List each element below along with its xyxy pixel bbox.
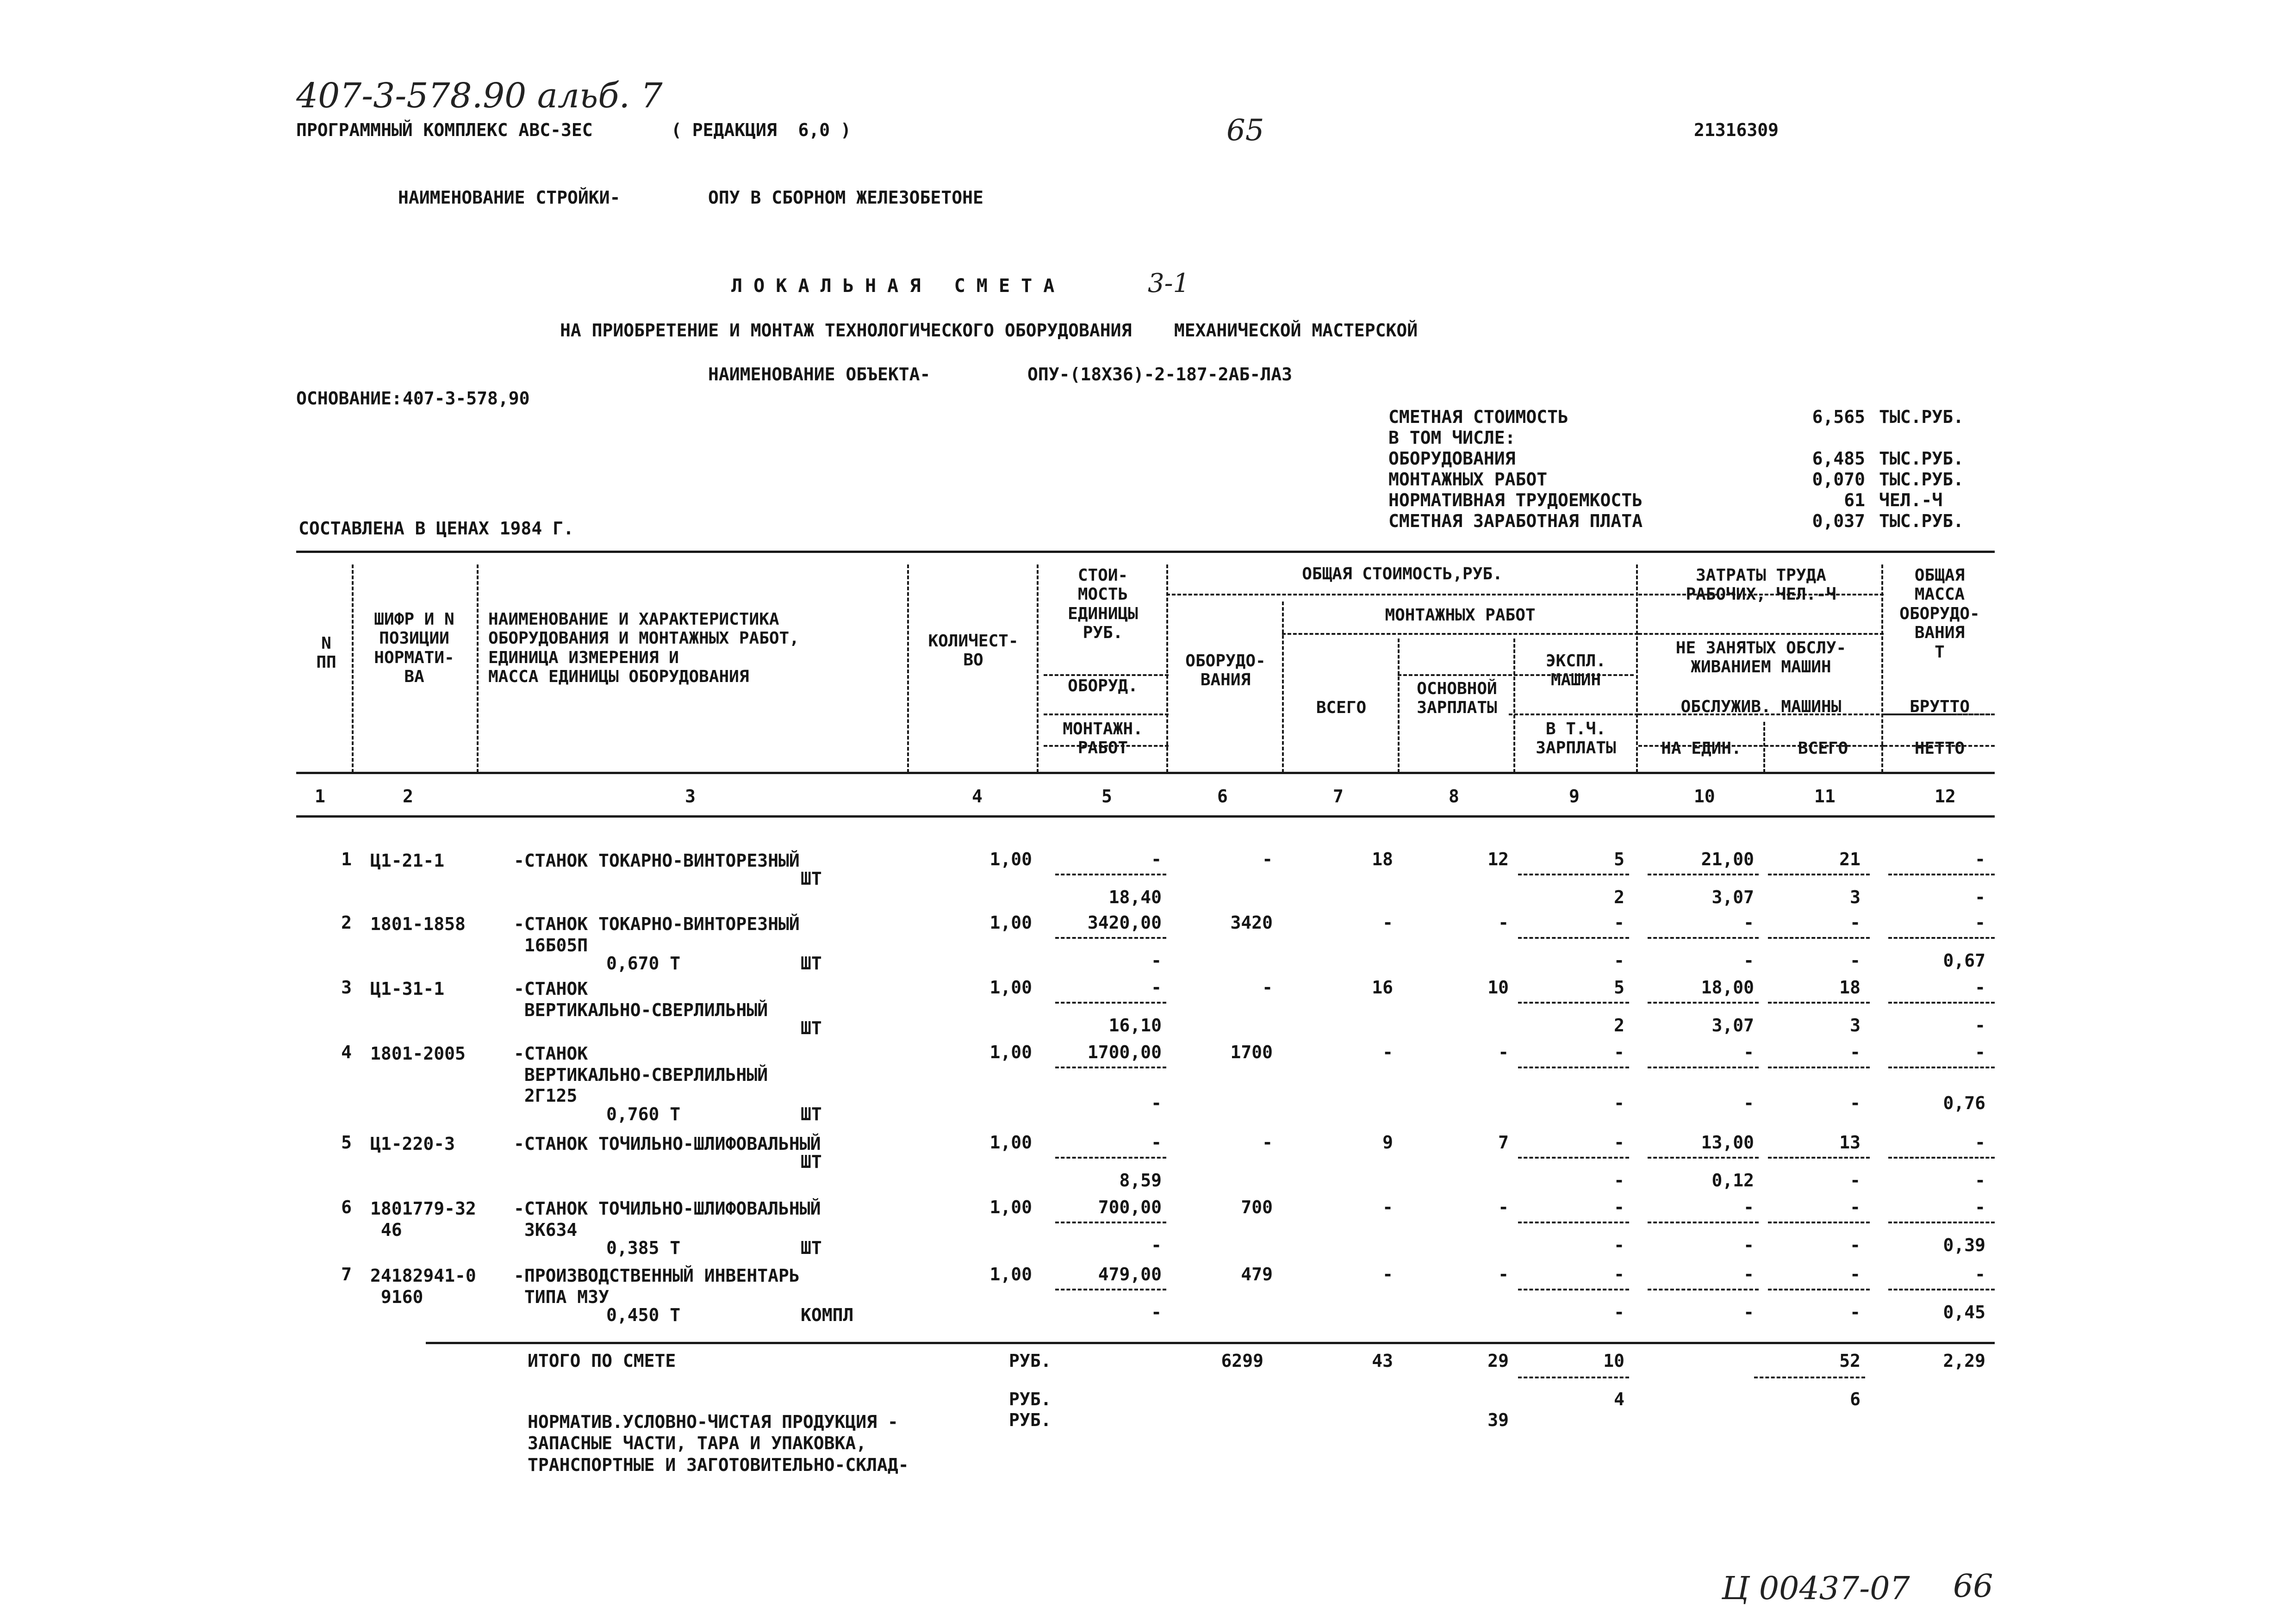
row-sub-rule [1518, 1157, 1629, 1159]
row-labor-per-unit: - [1743, 1264, 1754, 1284]
row-sub-rule [1768, 1289, 1870, 1290]
row-sub-rule [1888, 874, 1995, 875]
row-name: -СТАНОК ТОЧИЛЬНО-ШЛИФОВАЛЬНЫЙ 3К634 [514, 1198, 821, 1240]
header-col-qty: КОЛИЧЕСТ- ВО [928, 632, 1019, 670]
summary-value: 0,037 [1812, 511, 1865, 531]
totals-install-total: 43 [1372, 1351, 1393, 1371]
row-install-total: - [1382, 1197, 1393, 1217]
row-mass: 0,670 Т [606, 953, 681, 974]
summary-value: 6,485 [1812, 448, 1865, 469]
row-labor-per-unit: 18,00 [1701, 977, 1754, 998]
row-mass-gross: - [1975, 1264, 1985, 1284]
row-number: 1 [341, 849, 352, 869]
handwritten-archive-page: 66 [1953, 1568, 1993, 1605]
column-number: 2 [403, 786, 413, 806]
handwritten-archive-number: Ц 00437-07 [1722, 1570, 1910, 1607]
row-machine-labor-per-unit: - [1743, 1302, 1754, 1322]
row-mass-gross: - [1975, 1132, 1985, 1153]
col-divider [1513, 639, 1515, 773]
header-total-cost: ОБЩАЯ СТОИМОСТЬ,РУБ. [1302, 564, 1503, 583]
row-machine-labor-total: - [1850, 1093, 1860, 1113]
handwritten-project-code: 407-3-578.90 альб. 7 [296, 76, 663, 116]
totals-labor-total: 52 [1839, 1351, 1860, 1371]
row-machine-labor-per-unit: 3,07 [1711, 1015, 1754, 1036]
header-col-name: НАИМЕНОВАНИЕ И ХАРАКТЕРИСТИКА ОБОРУДОВАНИЯ И МОНТАЖНЫХ РАБОТ, ЕДИНИЦА ИЗМЕРЕНИЯ И МАССА ЕДИНИЦЫ ОБОРУДОВАНИЯ [488, 610, 799, 687]
row-mass-net: 0,39 [1943, 1235, 1985, 1255]
row-number: 4 [341, 1042, 352, 1062]
object-value: ОПУ-(18Х36)-2-187-2АБ-ЛАЗ [1027, 364, 1292, 385]
header-rule-total-cost [1166, 594, 1634, 595]
col-divider [1282, 602, 1284, 773]
handwritten-page-number: 65 [1226, 113, 1264, 148]
estimate-subtitle: НА ПРИОБРЕТЕНИЕ И МОНТАЖ ТЕХНОЛОГИЧЕСКОГО ОБОРУДОВАНИЯ МЕХАНИЧЕСКОЙ МАСТЕРСКОЙ [560, 320, 1418, 341]
totals-unit: РУБ. [1009, 1351, 1052, 1371]
prices-note: СОСТАВЛЕНА В ЦЕНАХ 1984 Г. [299, 518, 574, 539]
header-rule-unitcost-2 [1044, 713, 1169, 715]
column-number: 12 [1935, 786, 1956, 806]
row-labor-per-unit: 21,00 [1701, 849, 1754, 869]
row-mass-gross: - [1975, 1042, 1985, 1062]
estimate-title: Л О К А Л Ь Н А Я С М Е Т А [731, 275, 1055, 297]
header-labor-machines: ОБСЛУЖИВ. МАШИНЫ [1680, 697, 1842, 716]
row-sub-rule [1768, 1002, 1870, 1004]
col-divider [477, 564, 479, 773]
row-sub-rule [1055, 1222, 1166, 1223]
row-name: -СТАНОК ТОКАРНО-ВИНТОРЕЗНЫЙ [514, 850, 800, 871]
row-machine-labor-per-unit: 0,12 [1711, 1170, 1754, 1191]
row-sub-rule [1768, 937, 1870, 939]
row-number: 5 [341, 1132, 352, 1153]
row-machines: - [1614, 1197, 1624, 1217]
header-col-unit-equip: ОБОРУД. [1068, 676, 1138, 695]
row-code: Ц1-220-3 [370, 1134, 455, 1154]
row-quantity: 1,00 [989, 1264, 1032, 1284]
row-machine-labor-total: 3 [1850, 887, 1860, 907]
construction-value: ОПУ В СБОРНОМ ЖЕЛЕЗОБЕТОНЕ [708, 187, 983, 208]
row-unit-cost-install: 16,10 [1108, 1015, 1162, 1036]
column-number: 7 [1333, 786, 1344, 806]
summary-unit: ТЫС.РУБ. [1879, 511, 1964, 531]
summary-unit: ТЫС.РУБ. [1879, 407, 1964, 427]
column-number: 8 [1449, 786, 1459, 806]
summary-label: СМЕТНАЯ СТОИМОСТЬ [1388, 407, 1568, 427]
header-rule-labor-2 [1638, 633, 1884, 635]
row-machines: - [1614, 1264, 1624, 1284]
column-number: 9 [1569, 786, 1580, 806]
row-mass-gross: - [1975, 1197, 1985, 1217]
header-labor-not-machines: НЕ ЗАНЯТЫХ ОБСЛУ- ЖИВАНИЕМ МАШИН [1675, 639, 1847, 677]
row-sub-rule [1888, 937, 1995, 939]
row-labor-total: - [1850, 912, 1860, 933]
column-number: 1 [315, 786, 325, 806]
col-divider [1398, 639, 1400, 773]
row-quantity: 1,00 [989, 1042, 1032, 1062]
row-sub-rule [1055, 874, 1166, 875]
row-name: -СТАНОК ТОКАРНО-ВИНТОРЕЗНЫЙ 16Б05П [514, 914, 800, 955]
row-machine-labor-per-unit: - [1743, 1093, 1754, 1113]
row-machine-wage: 2 [1614, 1015, 1624, 1036]
col-divider [1763, 722, 1765, 773]
row-sub-rule [1518, 1067, 1629, 1068]
header-col-equipment: ОБОРУДО- ВАНИЯ [1185, 651, 1266, 690]
row-sub-rule [1055, 937, 1166, 939]
row-unit: ШТ [801, 1018, 822, 1038]
handwritten-sheet-number: 3-1 [1148, 268, 1190, 298]
row-unit: ШТ [801, 1238, 822, 1258]
header-col-mass: ОБЩАЯ МАССА ОБОРУДО- ВАНИЯ Т [1899, 566, 1980, 662]
basis-value: 407-3-578,90 [403, 388, 530, 409]
row-equipment-cost: - [1262, 1132, 1273, 1153]
row-sub-rule [1768, 874, 1870, 875]
row-unit-cost-install: - [1151, 1093, 1162, 1113]
row-unit: ШТ [801, 1152, 822, 1172]
row-unit: ШТ [801, 1104, 822, 1124]
summary-label: В ТОМ ЧИСЛЕ: [1388, 428, 1516, 448]
row-unit: ШТ [801, 868, 822, 889]
row-equipment-cost: - [1262, 977, 1273, 998]
row-sub-rule [1888, 1222, 1995, 1223]
row-number: 6 [341, 1197, 352, 1217]
row-mass: 0,385 Т [606, 1238, 681, 1258]
row-basic-wage: 12 [1487, 849, 1509, 869]
summary-label: ОБОРУДОВАНИЯ [1388, 448, 1516, 469]
totals-label: ИТОГО ПО СМЕТЕ [528, 1351, 676, 1371]
row-equipment-cost: 3420 [1230, 912, 1273, 933]
header-col-total: ВСЕГО [1316, 698, 1367, 717]
row-machine-labor-per-unit: - [1743, 1235, 1754, 1255]
col-number-rule [296, 815, 1995, 818]
row-mass-net: 0,67 [1943, 950, 1985, 971]
row-name: -СТАНОК ВЕРТИКАЛЬНО-СВЕРЛИЛЬНЫЙ [514, 979, 768, 1020]
row-labor-per-unit: - [1743, 1042, 1754, 1062]
row-mass: 0,760 Т [606, 1104, 681, 1124]
totals-unit-2: РУБ. [1009, 1389, 1052, 1409]
header-col-code: ШИФР И N ПОЗИЦИИ НОРМАТИ- ВА [374, 610, 454, 687]
basis-label: ОСНОВАНИЕ: [296, 388, 402, 409]
row-unit-cost-install: 8,59 [1119, 1170, 1162, 1191]
row-machine-labor-total: - [1850, 950, 1860, 971]
row-basic-wage: 10 [1487, 977, 1509, 998]
header-col-labor-total: ВСЕГО [1798, 739, 1848, 758]
row-unit-cost-install: - [1151, 950, 1162, 971]
summary-label: НОРМАТИВНАЯ ТРУДОЕМКОСТЬ [1388, 490, 1643, 510]
row-unit: ШТ [801, 953, 822, 974]
totals-sub-rule [1518, 1377, 1629, 1378]
row-sub-rule [1518, 1002, 1629, 1004]
row-sub-rule [1888, 1002, 1995, 1004]
row-sub-rule [1055, 1157, 1166, 1159]
row-machines: - [1614, 1042, 1624, 1062]
totals-machine-wage: 4 [1614, 1389, 1624, 1409]
row-sub-rule [1648, 874, 1759, 875]
row-name: -СТАНОК ВЕРТИКАЛЬНО-СВЕРЛИЛЬНЫЙ 2Г125 [514, 1043, 768, 1106]
column-number: 3 [685, 786, 696, 806]
row-machine-wage: - [1614, 950, 1624, 971]
summary-unit: ЧЕЛ.-Ч [1879, 490, 1943, 510]
program-edition: ( РЕДАКЦИЯ 6,0 ) [671, 120, 851, 140]
row-equipment-cost: 479 [1241, 1264, 1273, 1284]
totals-equipment: 6299 [1221, 1351, 1263, 1371]
row-code: 1801-2005 [370, 1043, 466, 1064]
row-sub-rule [1518, 874, 1629, 875]
totals-basic-wage: 29 [1487, 1351, 1509, 1371]
row-sub-rule [1055, 1002, 1166, 1004]
totals-mass: 2,29 [1943, 1351, 1985, 1371]
header-col-unit-cost: СТОИ- МОСТЬ ЕДИНИЦЫ РУБ. [1068, 566, 1138, 643]
row-mass-gross: - [1975, 912, 1985, 933]
row-equipment-cost: 1700 [1230, 1042, 1273, 1062]
construction-label: НАИМЕНОВАНИЕ СТРОЙКИ- [398, 187, 621, 208]
row-mass: 0,450 Т [606, 1305, 681, 1325]
row-machine-wage: - [1614, 1170, 1624, 1191]
row-machine-labor-total: - [1850, 1302, 1860, 1322]
header-col-net: НЕТТО [1914, 739, 1965, 758]
row-labor-total: 13 [1839, 1132, 1860, 1153]
row-unit-cost-install: - [1151, 1302, 1162, 1322]
summary-unit: ТЫС.РУБ. [1879, 448, 1964, 469]
normative-basic-wage: 39 [1487, 1410, 1509, 1430]
col-divider [1636, 564, 1638, 773]
row-install-total: 16 [1372, 977, 1393, 998]
row-basic-wage: - [1498, 1042, 1509, 1062]
col-divider [1037, 564, 1039, 773]
table-top-rule [296, 551, 1995, 553]
header-col-basic-wage: ОСНОВНОЙ ЗАРПЛАТЫ [1417, 679, 1497, 718]
row-machines: - [1614, 912, 1624, 933]
row-number: 3 [341, 977, 352, 998]
column-number: 5 [1101, 786, 1112, 806]
row-name: -ПРОИЗВОДСТВЕННЫЙ ИНВЕНТАРЬ ТИПА МЗУ [514, 1265, 800, 1307]
row-sub-rule [1055, 1067, 1166, 1068]
row-machine-wage: - [1614, 1093, 1624, 1113]
row-machine-wage: 2 [1614, 887, 1624, 907]
row-mass-net: 0,76 [1943, 1093, 1985, 1113]
row-labor-total: - [1850, 1197, 1860, 1217]
header-labor: ЗАТРАТЫ ТРУДА РАБОЧИХ, ЧЕЛ.-Ч [1686, 566, 1836, 604]
col-divider [352, 564, 354, 773]
row-unit-cost-install: 18,40 [1108, 887, 1162, 907]
row-sub-rule [1648, 1289, 1759, 1290]
row-equipment-cost: - [1262, 849, 1273, 869]
row-install-total: 9 [1382, 1132, 1393, 1153]
row-basic-wage: - [1498, 1264, 1509, 1284]
row-sub-rule [1648, 1157, 1759, 1159]
row-machine-labor-total: - [1850, 1235, 1860, 1255]
normative-label: НОРМАТИВ.УСЛОВНО-ЧИСТАЯ ПРОДУКЦИЯ - ЗАПАСНЫЕ ЧАСТИ, ТАРА И УПАКОВКА, ТРАНСПОРТНЫЕ И ЗАГОТОВИТЕЛЬНО-СКЛАД- [528, 1412, 909, 1475]
row-machine-labor-total: 3 [1850, 1015, 1860, 1036]
totals-machines: 10 [1603, 1351, 1624, 1371]
program-name: ПРОГРАММНЫЙ КОМПЛЕКС АВС-3ЕС [296, 120, 593, 140]
row-unit-cost-equipment: - [1151, 1132, 1162, 1153]
column-number: 10 [1694, 786, 1715, 806]
header-col-gross: БРУТТО [1909, 697, 1970, 716]
column-number: 6 [1217, 786, 1228, 806]
row-quantity: 1,00 [989, 849, 1032, 869]
row-sub-rule [1768, 1157, 1870, 1159]
row-sub-rule [1518, 1222, 1629, 1223]
normative-unit: РУБ. [1009, 1410, 1052, 1430]
header-col-unit-install: МОНТАЖН. РАБОТ [1063, 720, 1143, 758]
row-number: 2 [341, 912, 352, 933]
row-unit-cost-equipment: 479,00 [1098, 1264, 1162, 1284]
col-divider [1881, 564, 1883, 773]
row-unit-cost-equipment: 700,00 [1098, 1197, 1162, 1217]
header-bottom-rule [296, 772, 1995, 774]
row-sub-rule [1888, 1067, 1995, 1068]
row-install-total: - [1382, 1042, 1393, 1062]
row-basic-wage: - [1498, 1197, 1509, 1217]
row-machine-labor-per-unit: - [1743, 950, 1754, 971]
summary-unit: ТЫС.РУБ. [1879, 469, 1964, 490]
row-mass-gross: - [1975, 849, 1985, 869]
totals-sub-rule-2 [1754, 1377, 1865, 1378]
row-sub-rule [1055, 1289, 1166, 1290]
object-label: НАИМЕНОВАНИЕ ОБЪЕКТА- [708, 364, 931, 385]
row-machines: 5 [1614, 977, 1624, 998]
header-col-machine-wage: В Т.Ч. ЗАРПЛАТЫ [1536, 720, 1616, 758]
header-col-machines: ЭКСПЛ. МАШИН [1545, 651, 1606, 690]
row-quantity: 1,00 [989, 1132, 1032, 1153]
row-unit-cost-equipment: - [1151, 849, 1162, 869]
row-mass-net: 0,45 [1943, 1302, 1985, 1322]
row-mass-gross: - [1975, 977, 1985, 998]
row-machine-wage: - [1614, 1235, 1624, 1255]
row-unit-cost-equipment: 1700,00 [1087, 1042, 1162, 1062]
row-unit-cost-equipment: 3420,00 [1087, 912, 1162, 933]
row-code: 1801779-32 46 [370, 1198, 476, 1240]
row-labor-total: 18 [1839, 977, 1860, 998]
row-sub-rule [1648, 1002, 1759, 1004]
row-mass-net: - [1975, 1015, 1985, 1036]
row-install-total: 18 [1372, 849, 1393, 869]
row-code: Ц1-21-1 [370, 850, 445, 871]
header-install-works: МОНТАЖНЫХ РАБОТ [1385, 606, 1536, 625]
row-basic-wage: - [1498, 912, 1509, 933]
row-quantity: 1,00 [989, 1197, 1032, 1217]
row-quantity: 1,00 [989, 912, 1032, 933]
row-unit-cost-install: - [1151, 1235, 1162, 1255]
row-machine-labor-per-unit: 3,07 [1711, 887, 1754, 907]
row-mass-net: - [1975, 1170, 1985, 1191]
summary-value: 0,070 [1812, 469, 1865, 490]
header-col-n: N ПП [316, 634, 336, 672]
totals-rule [426, 1342, 1995, 1344]
row-code: Ц1-31-1 [370, 979, 445, 999]
summary-label: МОНТАЖНЫХ РАБОТ [1388, 469, 1548, 490]
row-install-total: - [1382, 1264, 1393, 1284]
header-rule-unitcost [1044, 674, 1169, 676]
header-col-per-unit: НА ЕДИН. [1661, 739, 1742, 758]
row-sub-rule [1768, 1222, 1870, 1223]
row-labor-per-unit: - [1743, 912, 1754, 933]
row-sub-rule [1648, 937, 1759, 939]
row-labor-per-unit: 13,00 [1701, 1132, 1754, 1153]
col-divider [1166, 564, 1168, 773]
row-sub-rule [1648, 1222, 1759, 1223]
row-sub-rule [1768, 1067, 1870, 1068]
summary-value: 61 [1844, 490, 1865, 510]
row-quantity: 1,00 [989, 977, 1032, 998]
row-sub-rule [1888, 1157, 1995, 1159]
row-machines: - [1614, 1132, 1624, 1153]
row-sub-rule [1648, 1067, 1759, 1068]
column-number: 4 [972, 786, 983, 806]
row-mass-net: - [1975, 887, 1985, 907]
row-machine-wage: - [1614, 1302, 1624, 1322]
row-unit-cost-equipment: - [1151, 977, 1162, 998]
row-equipment-cost: 700 [1241, 1197, 1273, 1217]
summary-value: 6,565 [1812, 407, 1865, 427]
document-id: 21316309 [1694, 120, 1779, 140]
col-divider [907, 564, 909, 773]
row-labor-total: - [1850, 1042, 1860, 1062]
row-install-total: - [1382, 912, 1393, 933]
summary-label: СМЕТНАЯ ЗАРАБОТНАЯ ПЛАТА [1388, 511, 1643, 531]
row-labor-total: - [1850, 1264, 1860, 1284]
row-labor-per-unit: - [1743, 1197, 1754, 1217]
row-code: 24182941-0 9160 [370, 1265, 476, 1307]
row-name: -СТАНОК ТОЧИЛЬНО-ШЛИФОВАЛЬНЫЙ [514, 1134, 821, 1154]
row-sub-rule [1518, 937, 1629, 939]
row-basic-wage: 7 [1498, 1132, 1509, 1153]
row-sub-rule [1888, 1289, 1995, 1290]
row-machines: 5 [1614, 849, 1624, 869]
header-rule-install [1282, 633, 1638, 635]
header-rule-mach [1509, 713, 1638, 715]
row-machine-labor-total: - [1850, 1170, 1860, 1191]
row-code: 1801-1858 [370, 914, 466, 934]
row-sub-rule [1518, 1289, 1629, 1290]
row-labor-total: 21 [1839, 849, 1860, 869]
row-unit: КОМПЛ [801, 1305, 854, 1325]
totals-machine-labor: 6 [1850, 1389, 1860, 1409]
column-number: 11 [1814, 786, 1836, 806]
row-number: 7 [341, 1264, 352, 1284]
